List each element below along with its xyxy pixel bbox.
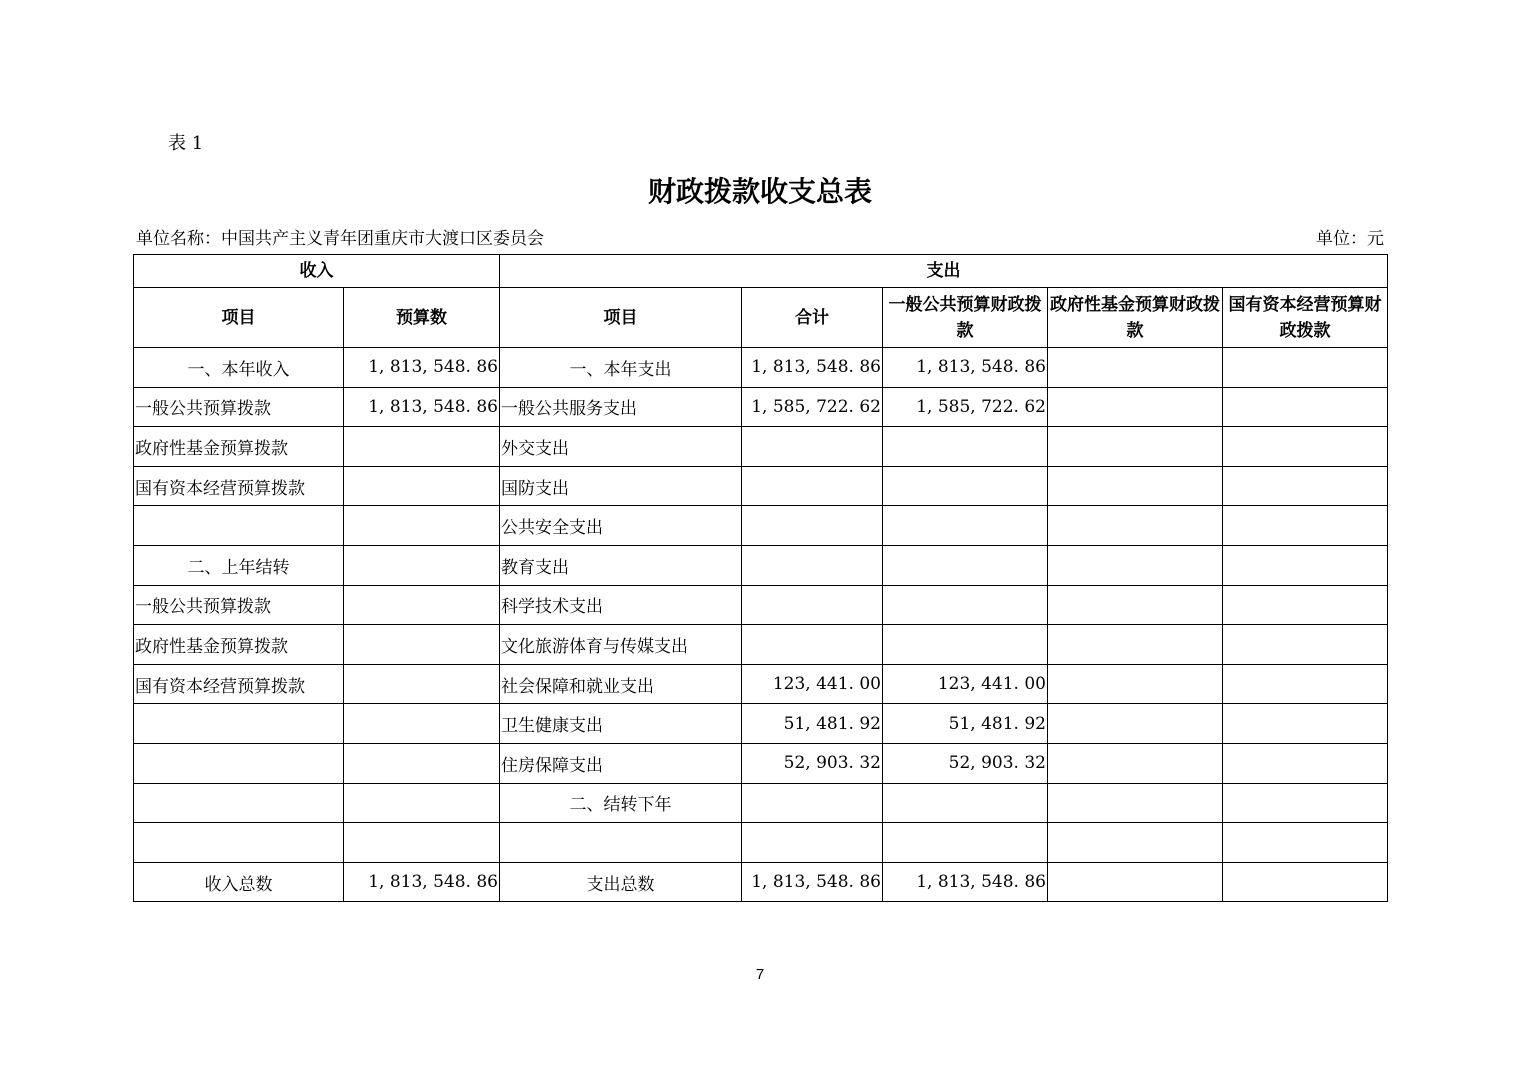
state-capital-cell (1223, 783, 1388, 823)
page-number: 7 (755, 966, 765, 983)
state-capital-cell (1223, 625, 1388, 665)
state-capital-cell (1223, 862, 1388, 902)
income-budget-cell (344, 545, 500, 585)
general-budget-cell: 1, 813, 548. 86 (883, 862, 1048, 902)
fund-budget-cell (1048, 704, 1223, 744)
table-row (134, 783, 1388, 823)
income-item-cell: 国有资本经营预算拨款 (134, 466, 344, 506)
total-cell (742, 823, 883, 863)
state-capital-cell (1223, 427, 1388, 467)
income-item-header: 项目 (134, 288, 344, 348)
income-group-header: 收入 (134, 255, 500, 288)
total-cell (742, 545, 883, 585)
income-item-cell: 政府性基金预算拨款 (134, 625, 344, 665)
fund-budget-cell (1048, 545, 1223, 585)
general-budget-cell: 51, 481. 92 (883, 704, 1048, 744)
table-row (134, 427, 1388, 467)
table-number: 表 1 (168, 133, 204, 154)
table-body (134, 348, 1388, 902)
income-budget-cell (344, 506, 500, 546)
general-budget-cell: 1, 585, 722. 62 (883, 387, 1048, 427)
table-row (134, 625, 1388, 665)
expense-item-cell: 科学技术支出 (500, 585, 742, 625)
general-budget-cell (883, 625, 1048, 665)
income-item-cell (134, 704, 344, 744)
table-row (134, 348, 1388, 388)
general-budget-cell (883, 427, 1048, 467)
total-cell: 52, 903. 32 (742, 743, 883, 783)
state-capital-cell (1223, 585, 1388, 625)
state-capital-cell (1223, 387, 1388, 427)
expense-item-cell: 一般公共服务支出 (500, 387, 742, 427)
general-budget-cell: 123, 441. 00 (883, 664, 1048, 704)
fund-budget-cell (1048, 427, 1223, 467)
expense-group-header: 支出 (500, 255, 1388, 288)
fund-budget-cell (1048, 862, 1223, 902)
page-title: 财政拨款收支总表 (647, 175, 872, 208)
table-row (134, 743, 1388, 783)
state-capital-cell (1223, 348, 1388, 388)
total-cell: 123, 441. 00 (742, 664, 883, 704)
total-cell: 1, 813, 548. 86 (742, 862, 883, 902)
state-capital-header: 国有资本经营预算财政拨款 (1223, 288, 1388, 348)
general-budget-cell (883, 466, 1048, 506)
expense-item-cell: 外交支出 (500, 427, 742, 467)
state-capital-cell (1223, 823, 1388, 863)
fund-budget-cell (1048, 466, 1223, 506)
income-item-cell: 一般公共预算拨款 (134, 585, 344, 625)
income-budget-cell (344, 427, 500, 467)
table-row-total (134, 862, 1388, 902)
total-cell (742, 506, 883, 546)
fund-budget-header: 政府性基金预算财政拨款 (1048, 288, 1223, 348)
organization-name: 单位名称：中国共产主义青年团重庆市大渡口区委员会 (136, 229, 544, 249)
income-item-cell: 一般公共预算拨款 (134, 387, 344, 427)
income-item-cell (134, 823, 344, 863)
general-budget-header: 一般公共预算财政拨款 (883, 288, 1048, 348)
income-budget-cell (344, 743, 500, 783)
state-capital-cell (1223, 506, 1388, 546)
income-budget-cell (344, 783, 500, 823)
currency-unit: 单位：元 (1316, 229, 1384, 249)
total-cell: 51, 481. 92 (742, 704, 883, 744)
income-item-cell: 一、本年收入 (134, 348, 344, 388)
fund-budget-cell (1048, 743, 1223, 783)
general-budget-cell (883, 506, 1048, 546)
general-budget-cell: 1, 813, 548. 86 (883, 348, 1048, 388)
state-capital-cell (1223, 545, 1388, 585)
table-row (134, 823, 1388, 863)
income-budget-cell (344, 466, 500, 506)
income-item-cell: 政府性基金预算拨款 (134, 427, 344, 467)
income-item-cell (134, 506, 344, 546)
expense-item-cell (500, 823, 742, 863)
state-capital-cell (1223, 664, 1388, 704)
income-budget-cell (344, 823, 500, 863)
income-item-cell: 国有资本经营预算拨款 (134, 664, 344, 704)
fund-budget-cell (1048, 387, 1223, 427)
general-budget-cell: 52, 903. 32 (883, 743, 1048, 783)
total-cell: 1, 585, 722. 62 (742, 387, 883, 427)
fund-budget-cell (1048, 585, 1223, 625)
income-budget-cell: 1, 813, 548. 86 (344, 862, 500, 902)
total-cell (742, 427, 883, 467)
fund-budget-cell (1048, 823, 1223, 863)
general-budget-cell (883, 783, 1048, 823)
fund-budget-cell (1048, 783, 1223, 823)
expense-item-cell: 住房保障支出 (500, 743, 742, 783)
total-header: 合计 (742, 288, 883, 348)
table-row (134, 387, 1388, 427)
total-cell: 1, 813, 548. 86 (742, 348, 883, 388)
expense-item-cell: 一、本年支出 (500, 348, 742, 388)
state-capital-cell (1223, 704, 1388, 744)
fiscal-summary-table (133, 254, 1388, 902)
expense-item-cell: 国防支出 (500, 466, 742, 506)
expense-item-cell: 卫生健康支出 (500, 704, 742, 744)
fund-budget-cell (1048, 664, 1223, 704)
income-budget-cell (344, 664, 500, 704)
general-budget-cell (883, 823, 1048, 863)
table-row (134, 664, 1388, 704)
general-budget-cell (883, 585, 1048, 625)
expense-item-cell: 文化旅游体育与传媒支出 (500, 625, 742, 665)
income-budget-cell: 1, 813, 548. 86 (344, 348, 500, 388)
table-row (134, 545, 1388, 585)
income-budget-cell: 1, 813, 548. 86 (344, 387, 500, 427)
expense-item-cell: 社会保障和就业支出 (500, 664, 742, 704)
expense-item-header: 项目 (500, 288, 742, 348)
income-budget-cell (344, 625, 500, 665)
income-item-cell (134, 743, 344, 783)
expense-item-cell: 公共安全支出 (500, 506, 742, 546)
table-row (134, 585, 1388, 625)
fund-budget-cell (1048, 506, 1223, 546)
fund-budget-cell (1048, 625, 1223, 665)
expense-item-cell: 支出总数 (500, 862, 742, 902)
table-row (134, 466, 1388, 506)
expense-item-cell: 教育支出 (500, 545, 742, 585)
state-capital-cell (1223, 466, 1388, 506)
income-budget-cell (344, 704, 500, 744)
state-capital-cell (1223, 743, 1388, 783)
table-row (134, 704, 1388, 744)
expense-item-cell: 二、结转下年 (500, 783, 742, 823)
total-cell (742, 783, 883, 823)
fund-budget-cell (1048, 348, 1223, 388)
total-cell (742, 625, 883, 665)
general-budget-cell (883, 545, 1048, 585)
income-item-cell: 收入总数 (134, 862, 344, 902)
total-cell (742, 585, 883, 625)
total-cell (742, 466, 883, 506)
income-item-cell (134, 783, 344, 823)
income-budget-cell (344, 585, 500, 625)
table-row (134, 506, 1388, 546)
income-budget-header: 预算数 (344, 288, 500, 348)
income-item-cell: 二、上年结转 (134, 545, 344, 585)
